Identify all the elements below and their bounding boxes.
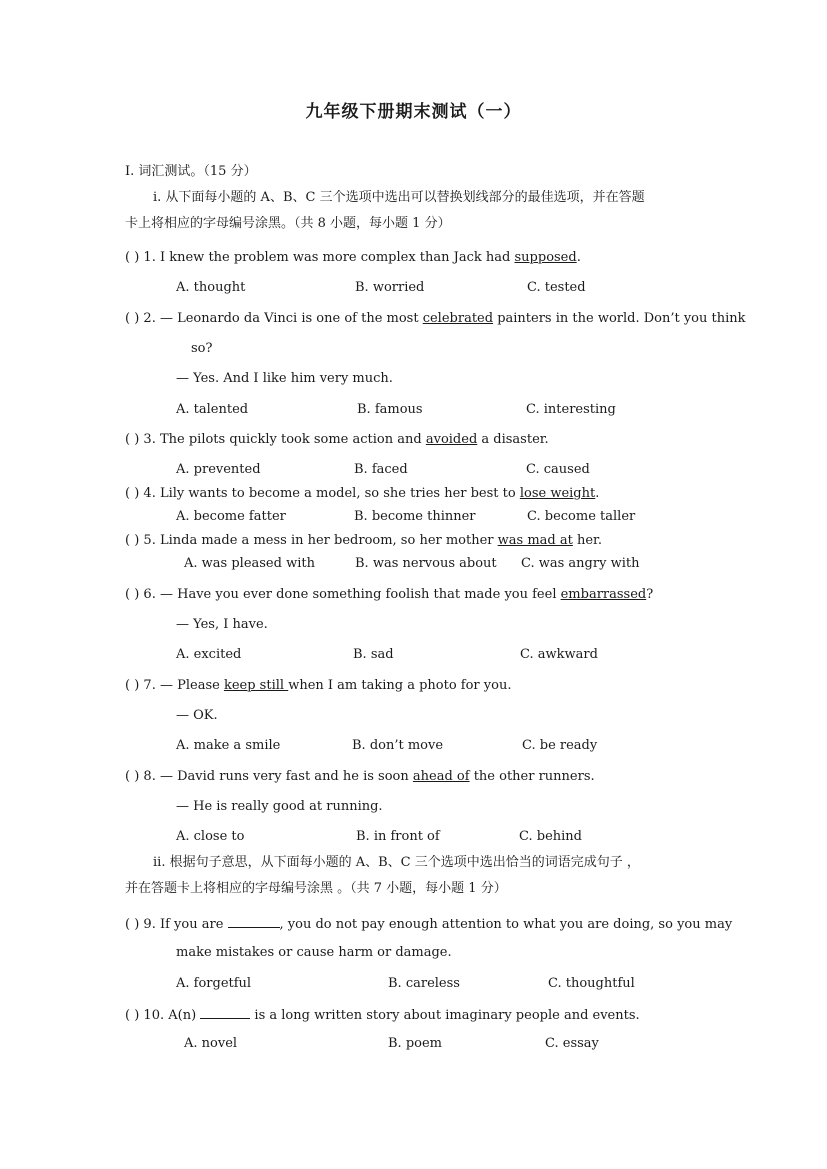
answer-paren[interactable]: ( ) — [125, 769, 140, 784]
question-number: 3. — [143, 432, 156, 447]
answer-paren[interactable]: ( ) — [125, 587, 140, 602]
question-text-end: the other runners. — [469, 769, 595, 784]
answer-paren[interactable]: ( ) — [125, 917, 140, 932]
option-a[interactable]: A. was pleased with — [184, 556, 315, 571]
underlined-word: keep still — [223, 678, 289, 693]
question-text-end: , you do not pay enough attention to what you are doing, so you may — [279, 917, 733, 932]
underlined-word: embarrassed — [560, 587, 647, 602]
question-number: 5. — [143, 533, 156, 548]
option-a[interactable]: A. prevented — [176, 462, 261, 477]
answer-paren[interactable]: ( ) — [125, 1008, 140, 1023]
question-continuation: so? — [191, 341, 213, 356]
option-a[interactable]: A. excited — [176, 647, 242, 662]
answer-paren[interactable]: ( ) — [125, 250, 140, 265]
option-b[interactable]: B. become thinner — [354, 509, 476, 524]
option-b[interactable]: B. worried — [355, 280, 425, 295]
option-b[interactable]: B. sad — [353, 647, 394, 662]
question-text: Lily wants to become a model, so she tries her best to — [159, 486, 520, 501]
question-row — [125, 432, 549, 448]
option-a[interactable]: A. forgetful — [176, 976, 252, 991]
question-text: Linda made a mess in her bedroom, so her mother — [159, 533, 498, 548]
answer-paren[interactable]: ( ) — [125, 533, 140, 548]
answer-paren[interactable]: ( ) — [125, 678, 140, 693]
dialogue-reply: — Yes. And I like him very much. — [176, 371, 393, 386]
option-c[interactable]: C. essay — [545, 1036, 599, 1051]
option-c[interactable]: C. thoughtful — [548, 976, 635, 991]
answer-paren[interactable]: ( ) — [125, 432, 140, 447]
option-c[interactable]: C. be ready — [522, 738, 598, 753]
instruction-line: 卡上将相应的字母编号涂黑。（共 8 小题，每小题 1 分） — [125, 216, 451, 231]
answer-blank[interactable] — [200, 1006, 250, 1019]
answer-blank[interactable] — [228, 915, 280, 928]
question-text: If you are — [159, 917, 228, 932]
option-c[interactable]: C. behind — [519, 829, 582, 844]
option-b[interactable]: B. poem — [388, 1036, 442, 1051]
instruction-line: ii. 根据句子意思，从下面每小题的 A、B、C 三个选项中选出恰当的词语完成句子 ， — [153, 855, 640, 870]
question-continuation: make mistakes or cause harm or damage. — [176, 945, 452, 960]
option-c[interactable]: C. tested — [527, 280, 586, 295]
question-text: A(n) — [168, 1008, 201, 1023]
option-c[interactable]: C. was angry with — [521, 556, 640, 571]
question-text: The pilots quickly took some action and — [159, 432, 426, 447]
question-row — [125, 250, 581, 266]
question-number: 1. — [143, 250, 156, 265]
option-b[interactable]: B. don’t move — [352, 738, 444, 753]
question-text: — David runs very fast and he is soon — [159, 769, 413, 784]
question-number: 4. — [143, 486, 156, 501]
option-b[interactable]: B. famous — [357, 402, 423, 417]
question-number: 7. — [143, 678, 156, 693]
option-b[interactable]: B. faced — [354, 462, 408, 477]
option-c[interactable]: C. interesting — [526, 402, 616, 417]
option-b[interactable]: B. in front of — [356, 829, 440, 844]
question-text: — Please — [159, 678, 224, 693]
option-c[interactable]: C. awkward — [520, 647, 598, 662]
option-a[interactable]: A. become fatter — [176, 509, 286, 524]
question-number: 2. — [143, 311, 156, 326]
section-heading: I. 词汇测试。（15 分） — [125, 164, 257, 179]
question-text-end: painters in the world. Don’t you think — [493, 311, 746, 326]
option-a[interactable]: A. novel — [184, 1036, 238, 1051]
page-title: 九年级下册期末测试（一） — [305, 102, 522, 122]
question-text: — Have you ever done something foolish that made you feel — [159, 587, 561, 602]
option-c[interactable]: C. become taller — [527, 509, 636, 524]
question-text-end: is a long written story about imaginary people and events. — [250, 1008, 640, 1023]
question-row — [125, 486, 599, 502]
question-number: 9. — [143, 917, 156, 932]
option-a[interactable]: A. close to — [176, 829, 245, 844]
dialogue-reply: — Yes, I have. — [176, 617, 268, 632]
underlined-word: was mad at — [497, 533, 573, 548]
question-text: — Leonardo da Vinci is one of the most — [159, 311, 423, 326]
underlined-word: ahead of — [412, 769, 470, 784]
option-a[interactable]: A. talented — [176, 402, 249, 417]
question-row — [125, 311, 746, 327]
answer-paren[interactable]: ( ) — [125, 311, 140, 326]
option-b[interactable]: B. careless — [388, 976, 460, 991]
instruction-line: 并在答题卡上将相应的字母编号涂黑 。（共 7 小题，每小题 1 分） — [125, 881, 507, 896]
dialogue-reply: — He is really good at running. — [176, 799, 383, 814]
question-text-end: ? — [646, 587, 654, 602]
instruction-line: i. 从下面每小题的 A、B、C 三个选项中选出可以替换划线部分的最佳选项，并在答题 — [153, 190, 645, 205]
dialogue-reply: — OK. — [176, 708, 218, 723]
question-number: 8. — [143, 769, 156, 784]
question-row — [125, 678, 511, 694]
option-b[interactable]: B. was nervous about — [355, 556, 497, 571]
underlined-word: supposed — [514, 250, 577, 265]
question-text-end: a disaster. — [477, 432, 549, 447]
question-row — [125, 533, 602, 549]
question-number: 10. — [143, 1008, 165, 1023]
question-number: 6. — [143, 587, 156, 602]
option-c[interactable]: C. caused — [526, 462, 590, 477]
question-text-end: . — [576, 250, 581, 265]
underlined-word: avoided — [425, 432, 478, 447]
question-text-end: . — [595, 486, 600, 501]
option-a[interactable]: A. make a smile — [176, 738, 281, 753]
question-text: I knew the problem was more complex than Jack had — [159, 250, 515, 265]
question-row — [125, 769, 595, 785]
underlined-word: lose weight — [519, 486, 596, 501]
question-row — [125, 915, 732, 933]
question-text-end: her. — [572, 533, 602, 548]
question-text-end: when I am taking a photo for you. — [288, 678, 512, 693]
question-row — [125, 587, 653, 603]
underlined-word: celebrated — [422, 311, 494, 326]
question-row — [125, 1006, 640, 1024]
answer-paren[interactable]: ( ) — [125, 486, 140, 501]
option-a[interactable]: A. thought — [176, 280, 246, 295]
